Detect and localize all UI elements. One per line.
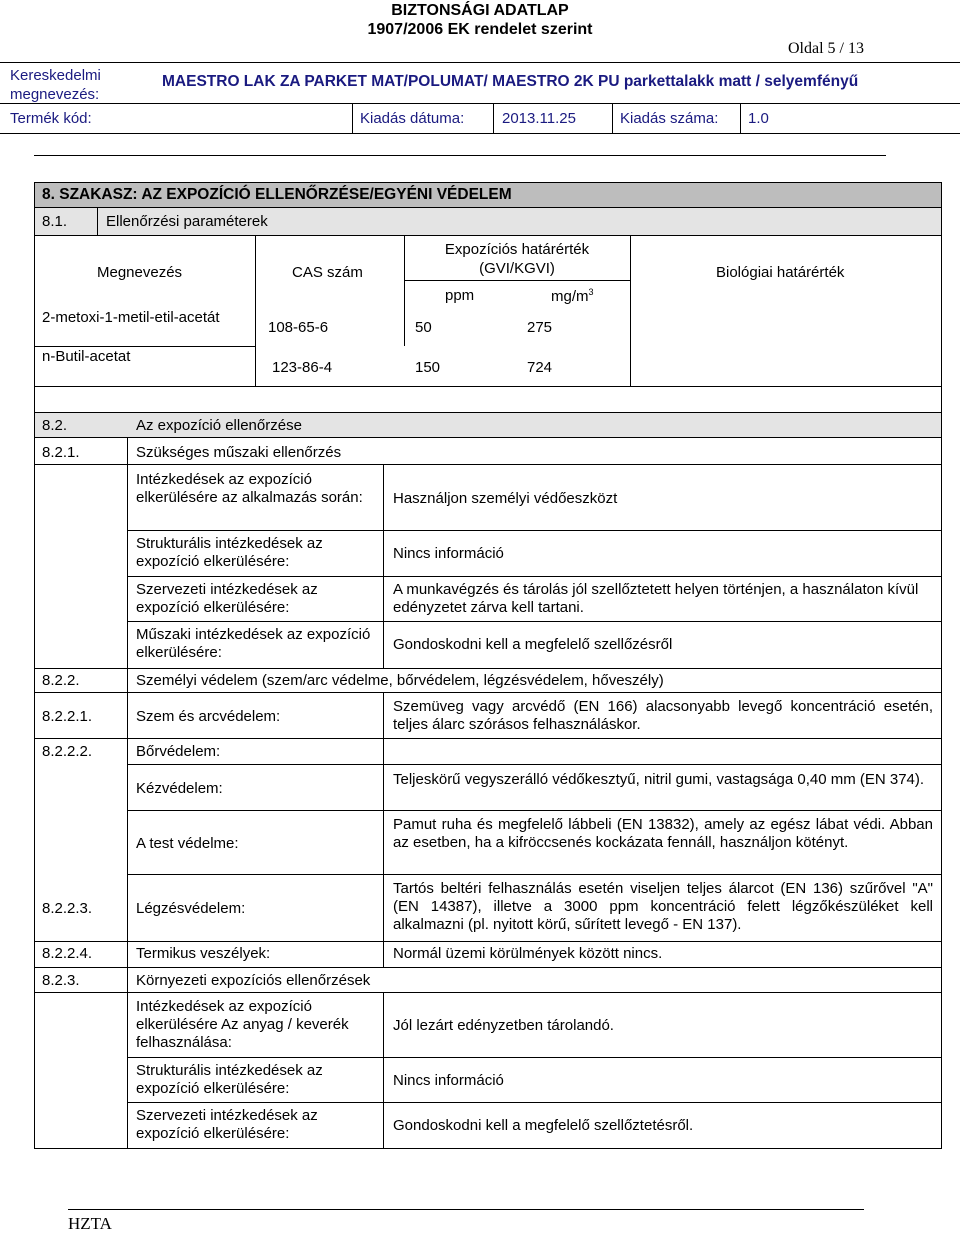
row1-ppm: 50 xyxy=(415,319,432,336)
cell-divider xyxy=(34,1148,942,1149)
cell-divider xyxy=(127,530,942,531)
col-header-exposure xyxy=(404,240,630,278)
cell-divider xyxy=(127,621,942,622)
section-8-1-number: 8.1. xyxy=(42,213,68,230)
document-title-line2: 1907/2006 EK rendelet szerint xyxy=(367,21,593,38)
footer-text: HZTA xyxy=(68,1214,112,1233)
cell-divider xyxy=(34,386,35,412)
section-8-2-1-number: 8.2.1. xyxy=(42,444,80,461)
row2-mgm: 724 xyxy=(527,359,553,376)
cell-divider xyxy=(127,576,942,577)
eye-protection-value: Szemüveg vagy arcvédő (EN 166) alacsonyabb levegő koncentráció esetén, teljes álarc szórásos felhasználáskor. xyxy=(393,698,933,733)
body-protection-value: Pamut ruha és megfelelő lábbeli (EN 13832), amely az egész lábat védi. Abban az esetben, ha a kifröccsenés kockázata fennáll, használjon kötényt. xyxy=(393,816,933,851)
hand-protection-label: Kézvédelem: xyxy=(136,780,223,797)
issue-number-value: 1.0 xyxy=(748,110,769,127)
row1-cas: 108-65-6 xyxy=(268,319,329,336)
cell-divider xyxy=(34,992,942,993)
col-header-exposure-line2: (GVI/KGVI) xyxy=(479,260,555,277)
section-8-2-3-title: Környezeti expozíciós ellenőrzések xyxy=(136,972,371,989)
col-header-mgm-sup: 3 xyxy=(588,287,594,297)
env-label-2: Strukturális intézkedések az expozíció elkerülésére: xyxy=(136,1062,323,1097)
cell-divider xyxy=(127,1057,942,1058)
cell-divider xyxy=(255,236,256,386)
env-value-2: Nincs információ xyxy=(393,1072,504,1089)
env-value-1: Jól lezárt edényzetben tárolandó. xyxy=(393,1017,614,1034)
cell-divider xyxy=(941,182,942,386)
cell-divider xyxy=(34,464,942,465)
thermal-hazards-label: Termikus veszélyek: xyxy=(136,945,271,962)
cell-divider xyxy=(127,1102,942,1103)
tech-label-1: Intézkedések az expozíció elkerülésére az alkalmazás során: xyxy=(136,471,363,506)
row2-ppm: 150 xyxy=(415,359,441,376)
trade-name-label-line1: Kereskedelmi xyxy=(10,67,101,84)
cell-divider xyxy=(740,103,741,133)
section-8-title: 8. SZAKASZ: AZ EXPOZÍCIÓ ELLENŐRZÉSE/EGYÉNI VÉDELEM xyxy=(42,186,512,203)
hand-protection-value: Teljeskörű vegyszerálló védőkesztyű, nitril gumi, vastagsága 0,40 mm (EN 374). xyxy=(393,771,925,788)
cell-divider xyxy=(127,967,128,1149)
cell-divider xyxy=(404,280,630,281)
issue-date-value: 2013.11.25 xyxy=(502,110,576,127)
document-title xyxy=(0,1,960,39)
tech-value-3: A munkavégzés és tárolás jól szellőztetett helyen történjen, a használaton kívül edényzetet zárva kell tartani. xyxy=(393,581,919,616)
header-divider-3 xyxy=(0,133,960,134)
section-8-2-1-title: Szükséges műszaki ellenőrzés xyxy=(136,444,342,461)
col-header-name: Megnevezés xyxy=(97,264,183,281)
tech-value-2: Nincs információ xyxy=(393,545,504,562)
cell-divider xyxy=(34,967,35,1149)
cell-divider xyxy=(34,668,35,968)
col-header-mgm-unit: mg/m xyxy=(551,288,589,305)
respiratory-protection-value: Tartós beltéri felhasználás esetén viseljen teljes álarcot (EN 136) szűrővel "A" (EN 14387), illetve a 3000 ppm koncentráció felett légzőkészüléket kell alkalmazni (pl. nyitott körű, sűrített levegő - EN 137). xyxy=(393,880,933,933)
cell-divider xyxy=(630,236,631,386)
cell-divider xyxy=(127,764,942,765)
col-header-biological: Biológiai határérték xyxy=(716,264,845,281)
env-value-3: Gondoskodni kell a megfelelő szellőztetésről. xyxy=(393,1117,694,1134)
row2-cas: 123-86-4 xyxy=(272,359,333,376)
cell-divider xyxy=(127,438,128,668)
cell-divider xyxy=(34,692,942,693)
cell-divider xyxy=(941,386,942,412)
section-8-2-2-3-number: 8.2.2.3. xyxy=(42,900,93,917)
cell-divider xyxy=(493,103,494,133)
cell-divider xyxy=(941,668,942,968)
col-header-ppm: ppm xyxy=(445,287,475,304)
cell-divider xyxy=(34,236,35,386)
row1-mgm: 275 xyxy=(527,319,553,336)
section-8-2-2-4-number: 8.2.2.4. xyxy=(42,945,93,962)
cell-divider xyxy=(34,668,942,669)
header-divider xyxy=(0,62,960,63)
cell-divider xyxy=(383,464,384,668)
section-8-2-number: 8.2. xyxy=(42,417,68,434)
col-header-cas: CAS szám xyxy=(292,264,363,281)
issue-date-label: Kiadás dátuma: xyxy=(360,110,465,127)
env-label-1: Intézkedések az expozíció elkerülésére Az anyag / keverék felhasználása: xyxy=(136,998,349,1051)
env-label-3: Szervezeti intézkedések az expozíció elkerülésére: xyxy=(136,1107,318,1142)
cell-divider xyxy=(97,208,98,236)
cell-divider xyxy=(612,103,613,133)
product-name: MAESTRO LAK ZA PARKET MAT/POLUMAT/ MAESTRO 2K PU parkettalakk matt / selyemfényű xyxy=(162,73,859,90)
body-protection-label: A test védelme: xyxy=(136,835,239,852)
issue-number-label: Kiadás száma: xyxy=(620,110,719,127)
page-number: Oldal 5 / 13 xyxy=(788,40,864,57)
eye-protection-label: Szem és arcvédelem: xyxy=(136,708,281,725)
tech-label-3: Szervezeti intézkedések az expozíció elkerülésére: xyxy=(136,581,318,616)
section-8-2-title: Az expozíció ellenőrzése xyxy=(136,417,302,434)
thermal-hazards-value: Normál üzemi körülmények között nincs. xyxy=(393,945,663,962)
row2-name: n-Butil-acetat xyxy=(42,348,131,365)
trade-name-label xyxy=(10,66,101,104)
cell-divider xyxy=(941,967,942,1149)
col-header-mgm xyxy=(551,287,594,305)
cell-divider xyxy=(34,967,942,968)
section-8-2-2-1-number: 8.2.2.1. xyxy=(42,708,93,725)
top-rule xyxy=(34,155,886,156)
tech-value-1: Használjon személyi védőeszközt xyxy=(393,490,618,507)
cell-divider xyxy=(127,874,942,875)
section-8-1-title: Ellenőrzési paraméterek xyxy=(106,213,268,230)
section-8-2-2-2-number: 8.2.2.2. xyxy=(42,743,93,760)
cell-divider xyxy=(127,810,942,811)
footer-rule xyxy=(68,1209,864,1210)
cell-divider xyxy=(383,992,384,1149)
col-header-exposure-line1: Expozíciós határérték xyxy=(444,241,590,258)
skin-protection-label: Bőrvédelem: xyxy=(136,743,221,760)
cell-divider xyxy=(34,386,942,387)
product-code-label: Termék kód: xyxy=(10,110,92,127)
cell-divider xyxy=(34,941,942,942)
tech-value-4: Gondoskodni kell a megfelelő szellőzésről xyxy=(393,636,673,653)
cell-divider xyxy=(34,738,942,739)
document-title-line1: BIZTONSÁGI ADATLAP xyxy=(391,2,569,19)
section-8-2-2-title: Személyi védelem (szem/arc védelme, bőrvédelem, légzésvédelem, hőveszély) xyxy=(136,672,664,689)
trade-name-label-line2: megnevezés: xyxy=(10,86,100,103)
cell-divider xyxy=(34,438,35,668)
row1-name: 2-metoxi-1-metil-etil-acetát xyxy=(42,309,220,326)
respiratory-protection-label: Légzésvédelem: xyxy=(136,900,246,917)
tech-label-2: Strukturális intézkedések az expozíció elkerülésére: xyxy=(136,535,323,570)
cell-divider xyxy=(34,346,255,347)
header-divider-2 xyxy=(0,103,960,104)
section-8-2-3-number: 8.2.3. xyxy=(42,972,80,989)
cell-divider xyxy=(383,692,384,968)
tech-label-4: Műszaki intézkedések az expozíció elkerülésére: xyxy=(136,626,371,661)
section-8-2-2-number: 8.2.2. xyxy=(42,672,80,689)
cell-divider xyxy=(127,668,128,968)
cell-divider xyxy=(941,438,942,668)
cell-divider xyxy=(352,103,353,133)
